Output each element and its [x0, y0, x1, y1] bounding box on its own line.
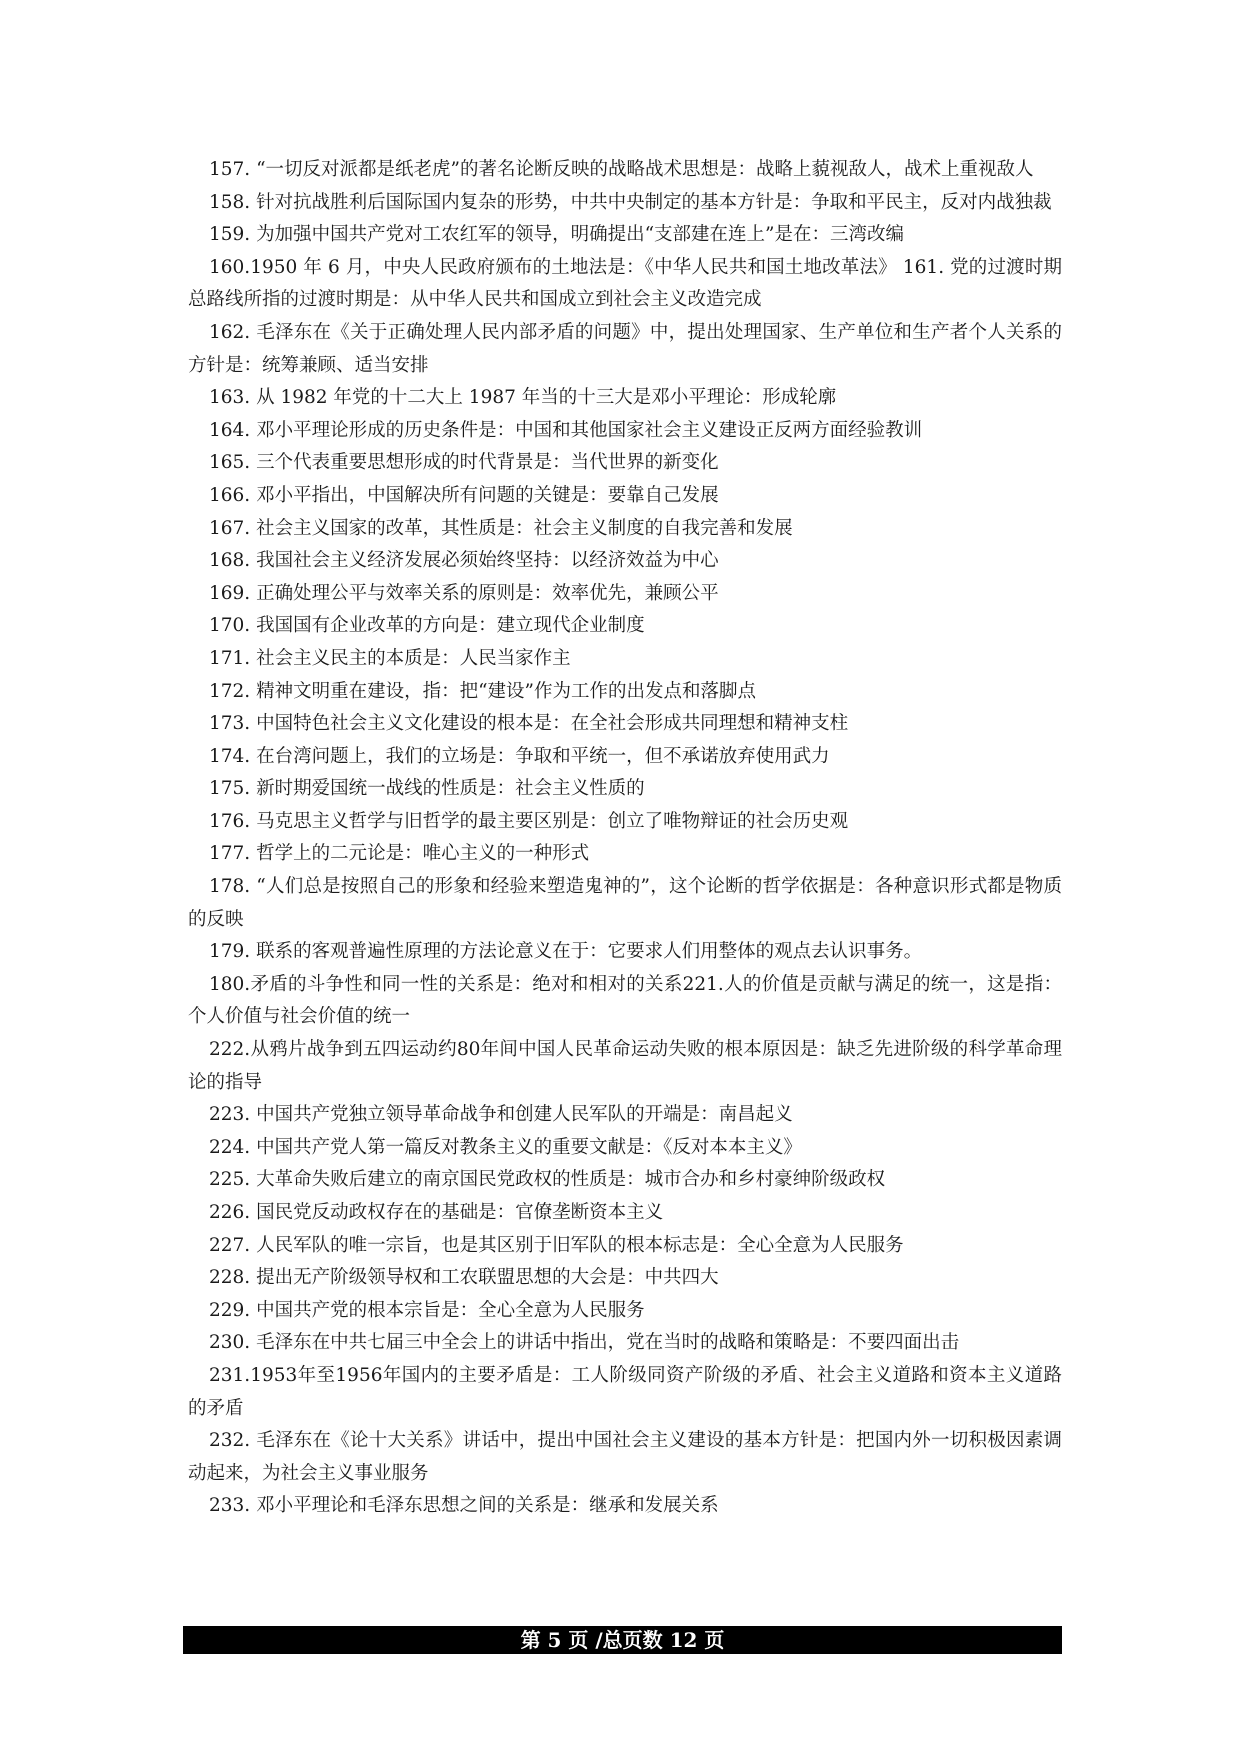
- paragraph-175: 175. 新时期爱国统一战线的性质是：社会主义性质的: [209, 778, 645, 800]
- paragraph-162: 162. 毛泽东在《关于正确处理人民内部矛盾的问题》中，提出处理国家、生产单位和生产者个人关系的方针是：统筹兼顾、适当安排: [188, 321, 1062, 376]
- paragraph-164: 164. 邓小平理论形成的历史条件是：中国和其他国家社会主义建设正反两方面经验教训: [209, 419, 923, 441]
- paragraph-224: 224. 中国共产党人第一篇反对教条主义的重要文献是：《反对本本主义》: [209, 1136, 802, 1158]
- paragraph-232: 232. 毛泽东在《论十大关系》讲话中，提出中国社会主义建设的基本方针是：把国内外一切积极因素调动起来，为社会主义事业服务: [188, 1430, 1062, 1484]
- paragraph-165: 165. 三个代表重要思想形成的时代背景是：当代世界的新变化: [209, 452, 719, 474]
- paragraph-179: 179. 联系的客观普遍性原理的方法论意义在于：它要求人们用整体的观点去认识事务。: [209, 941, 923, 963]
- paragraph-158: 158. 针对抗战胜利后国际国内复杂的形势，中共中央制定的基本方针是：争取和平民主，反对内战独裁: [209, 191, 1052, 213]
- paragraph-176: 176. 马克思主义哲学与旧哲学的最主要区别是：创立了唯物辩证的社会历史观: [209, 810, 849, 832]
- paragraph-222: 222.从鸦片战争到五四运动约80年间中国人民革命运动失败的根本原因是：缺乏先进阶级的科学革命理论的指导: [188, 1039, 1062, 1093]
- paragraph-160: 160.1950 年 6 月，中央人民政府颁布的土地法是：《中华人民共和国土地改革法》 161. 党的过渡时期总路线所指的过渡时期是：从中华人民共和国成立到社会主义改造完成: [188, 256, 1062, 311]
- page-number: 第 5 页 /总页数 12 页: [520, 1628, 725, 1652]
- paragraph-177: 177. 哲学上的二元论是：唯心主义的一种形式: [209, 843, 590, 865]
- paragraph-168: 168. 我国社会主义经济发展必须始终坚持：以经济效益为中心: [209, 550, 719, 572]
- paragraph-180: 180.矛盾的斗争性和同一性的关系是：绝对和相对的关系221.人的价值是贡献与满足的统一，这是指：个人价值与社会价值的统一: [188, 973, 1062, 1028]
- paragraph-166: 166. 邓小平指出，中国解决所有问题的关键是：要靠自己发展: [209, 484, 719, 506]
- paragraph-231: 231.1953年至1956年国内的主要矛盾是：工人阶级同资产阶级的矛盾、社会主义道路和资本主义道路的矛盾: [188, 1364, 1062, 1419]
- paragraph-230: 230. 毛泽东在中共七届三中全会上的讲话中指出，党在当时的战略和策略是：不要四面出击: [209, 1332, 960, 1354]
- paragraph-223: 223. 中国共产党独立领导革命战争和创建人民军队的开端是：南昌起义: [209, 1104, 793, 1126]
- paragraph-233: 233. 邓小平理论和毛泽东思想之间的关系是：继承和发展关系: [209, 1495, 719, 1517]
- paragraph-225: 225. 大革命失败后建立的南京国民党政权的性质是：城市合办和乡村豪绅阶级政权: [209, 1169, 886, 1191]
- paragraph-159: 159. 为加强中国共产党对工农红军的领导，明确提出“支部建在连上”是在：三湾改编: [209, 224, 904, 246]
- paragraph-227: 227. 人民军队的唯一宗旨，也是其区别于旧军队的根本标志是：全心全意为人民服务: [209, 1234, 904, 1256]
- paragraph-171: 171. 社会主义民主的本质是：人民当家作主: [209, 647, 571, 669]
- paragraph-173: 173. 中国特色社会主义文化建设的根本是：在全社会形成共同理想和精神支柱: [209, 713, 849, 735]
- paragraph-229: 229. 中国共产党的根本宗旨是：全心全意为人民服务: [209, 1299, 645, 1321]
- paragraph-169: 169. 正确处理公平与效率关系的原则是：效率优先，兼顾公平: [209, 582, 719, 604]
- document-body: [188, 154, 1062, 1523]
- paragraph-163: 163. 从 1982 年党的十二大上 1987 年当的十三大是邓小平理论：形成轮廓: [209, 387, 837, 409]
- paragraph-167: 167. 社会主义国家的改革，其性质是：社会主义制度的自我完善和发展: [209, 517, 793, 539]
- paragraph-174: 174. 在台湾问题上，我们的立场是：争取和平统一，但不承诺放弃使用武力: [209, 745, 830, 767]
- paragraph-178: 178. “人们总是按照自己的形象和经验来塑造鬼神的”，这个论断的哲学依据是：各种意识形式都是物质的反映: [188, 876, 1062, 930]
- paragraph-228: 228. 提出无产阶级领导权和工农联盟思想的大会是：中共四大: [209, 1267, 719, 1289]
- paragraph-172: 172. 精神文明重在建设，指：把“建设”作为工作的出发点和落脚点: [209, 680, 756, 702]
- paragraph-170: 170. 我国国有企业改革的方向是：建立现代企业制度: [209, 615, 645, 637]
- paragraph-157: 157. “一切反对派都是纸老虎”的著名论断反映的战略战术思想是：战略上藐视敌人，战术上重视敌人: [209, 159, 1034, 180]
- paragraph-226: 226. 国民党反动政权存在的基础是：官僚垄断资本主义: [209, 1202, 664, 1223]
- page-footer: [183, 1626, 1062, 1654]
